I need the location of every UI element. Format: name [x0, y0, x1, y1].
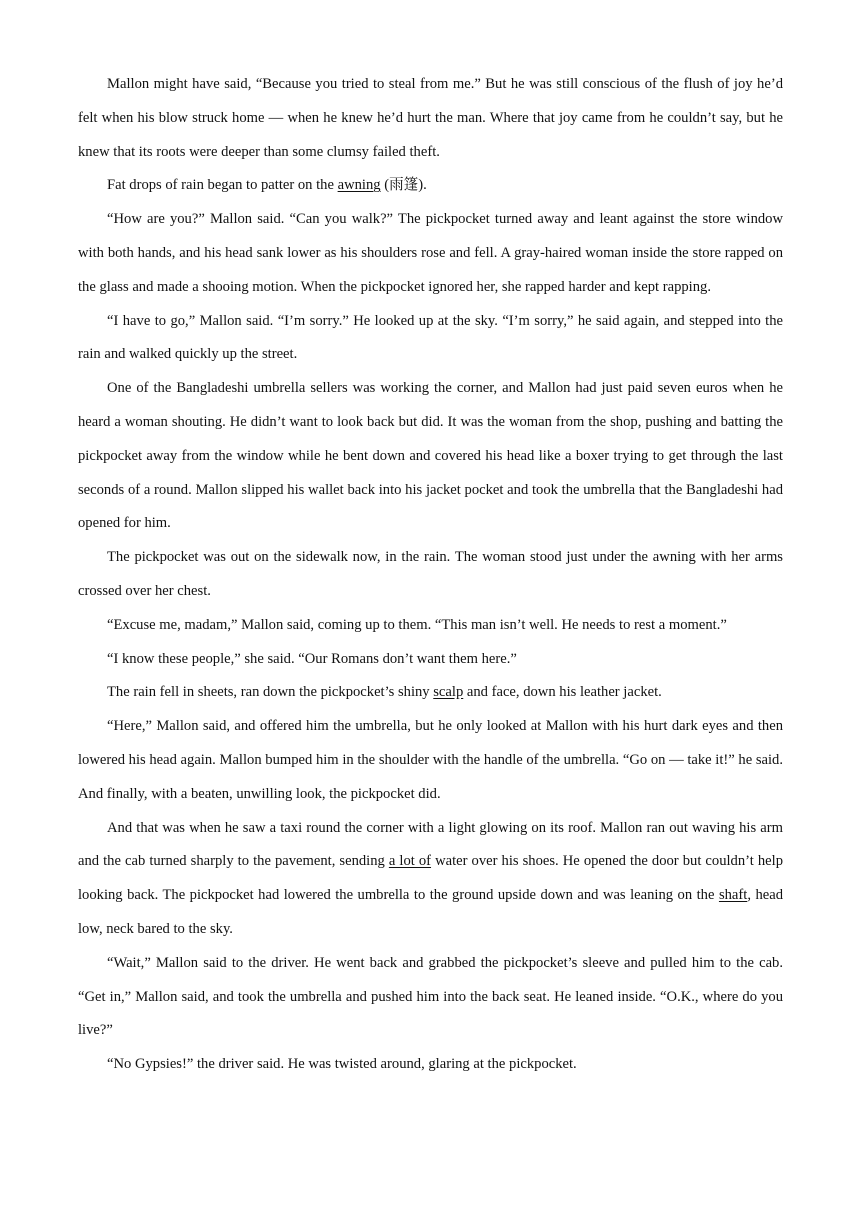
paragraph-6: The pickpocket was out on the sidewalk now, in the rain. The woman stood just under the awning with her arms crossed over her chest.: [78, 549, 783, 599]
paragraph-4: “I have to go,” Mallon said. “I’m sorry.” He looked up at the sky. “I’m sorry,” he said again, and stepped into the rain and walked quickly up the street.: [78, 312, 783, 363]
paragraph-1: Mallon might have said, “Because you tried to steal from me.” But he was still conscious of the flush of joy he’d felt when his blow struck home — when he knew he’d hurt the man. Where that joy came from he couldn’t say, but he knew that its roots were deeper than some clumsy failed theft.: [78, 76, 783, 160]
paragraph-10: “Here,” Mallon said, and offered him the umbrella, but he only looked at Mallon with his hurt dark eyes and then lowered his head again. Mallon bumped him in the shoulder with the handle of the umbrella. “Go on — take it!” he said. And finally, with a beaten, unwilling look, the pickpocket did.: [78, 718, 783, 802]
underlined-word-scalp: scalp: [433, 684, 464, 701]
underlined-phrase-a-lot-of: a lot of: [388, 853, 432, 870]
underlined-word-awning: awning: [337, 177, 381, 194]
paragraph-2: Fat drops of rain began to patter on the awning (雨篷).: [107, 177, 427, 194]
document-body: [78, 68, 783, 1082]
paragraph-13: “No Gypsies!” the driver said. He was twisted around, glaring at the pickpocket.: [107, 1056, 577, 1073]
paragraph-9: The rain fell in sheets, ran down the pickpocket’s shiny scalp and face, down his leather jacket.: [107, 684, 662, 701]
paragraph-8: “I know these people,” she said. “Our Romans don’t want them here.”: [107, 650, 517, 667]
paragraph-5: One of the Bangladeshi umbrella sellers was working the corner, and Mallon had just paid seven euros when he heard a woman shouting. He didn’t want to look back but did. It was the woman from the shop, pushing and batting the pickpocket away from the window while he bent down and covered his head like a boxer trying to get through the last seconds of a round. Mallon slipped his wallet back into his jacket pocket and took the umbrella that the Bangladeshi had opened for him.: [78, 380, 783, 532]
paragraph-12: “Wait,” Mallon said to the driver. He went back and grabbed the pickpocket’s sleeve and pulled him to the cab. “Get in,” Mallon said, and took the umbrella and pushed him into the back seat. He leaned inside. “O.K., where do you live?”: [78, 954, 783, 1039]
underlined-word-shaft: shaft: [718, 887, 748, 904]
paragraph-11: And that was when he saw a taxi round the corner with a light glowing on its roof. Mallon ran out waving his arm and the cab turned sharply to the pavement, sending a lot of water over his shoes. He opened the door but couldn’t help looking back. The pickpocket had lowered the umbrella to the ground upside down and was leaning on the shaft, head low, neck bared to the sky.: [78, 819, 783, 937]
paragraph-3: “How are you?” Mallon said. “Can you walk?” The pickpocket turned away and leant against the store window with both hands, and his head sank lower as his shoulders rose and fell. A gray-haired woman inside the store rapped on the glass and made a shooing motion. When the pickpocket ignored her, she rapped harder and kept rapping.: [78, 211, 783, 295]
paragraph-7: “Excuse me, madam,” Mallon said, coming up to them. “This man isn’t well. He needs to rest a moment.”: [107, 616, 727, 633]
